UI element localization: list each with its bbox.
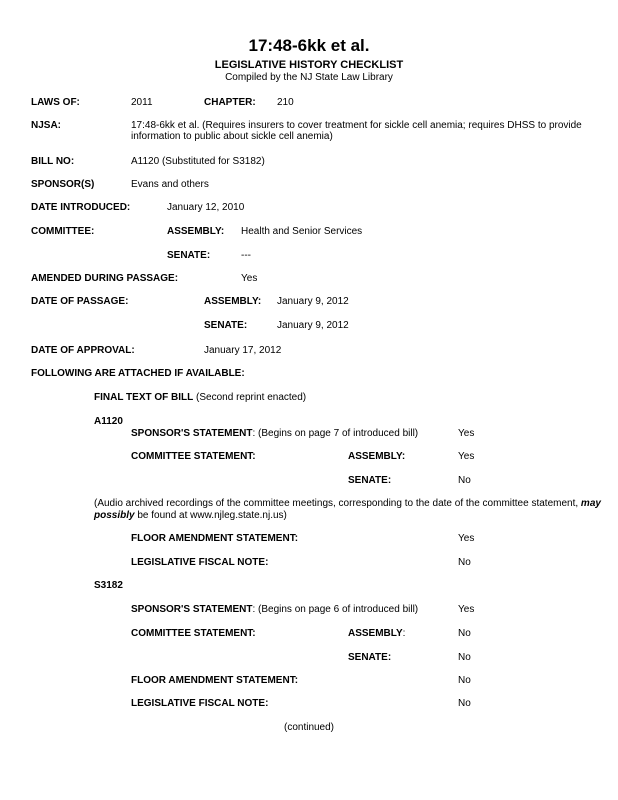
a1120-fiscal-value: No (458, 557, 471, 568)
audio-note-text-2: be found at www.njleg.state.nj.us) (134, 510, 287, 521)
a1120-senate-value: No (458, 475, 471, 486)
audio-note-line-1 (94, 498, 601, 510)
audio-note-emphasis-2: possibly (94, 510, 135, 521)
sponsor-label: SPONSOR(S) (31, 179, 95, 190)
committee-assembly-value: Health and Senior Services (241, 226, 363, 237)
committee-assembly-label: ASSEMBLY: (167, 226, 225, 237)
s3182-assembly-label: ASSEMBLY (348, 628, 403, 639)
s3182-sponsor-note: : (Begins on page 6 of introduced bill) (252, 604, 419, 615)
audio-note-line-2 (94, 510, 287, 522)
s3182-sponsor-value: Yes (458, 604, 475, 615)
a1120-sponsor-label: SPONSOR'S STATEMENT (131, 428, 253, 439)
s3182-fiscal-value: No (458, 698, 471, 709)
a1120-heading: A1120 (94, 416, 123, 427)
passage-assembly-label: ASSEMBLY: (204, 296, 262, 307)
a1120-fiscal-label: LEGISLATIVE FISCAL NOTE: (131, 557, 269, 568)
s3182-committee-label: COMMITTEE STATEMENT: (131, 628, 256, 639)
passage-senate-label: SENATE: (204, 320, 248, 331)
a1120-assembly-label: ASSEMBLY: (348, 451, 406, 462)
continued-note: (continued) (283, 722, 335, 733)
page-title: 17:48-6kk et al. (248, 36, 370, 55)
page-subtitle: LEGISLATIVE HISTORY CHECKLIST (214, 59, 404, 71)
a1120-floor-label: FLOOR AMENDMENT STATEMENT: (131, 533, 299, 544)
s3182-sponsor-row (131, 604, 418, 616)
committee-senate-value: --- (241, 250, 251, 261)
sponsor-value: Evans and others (131, 179, 209, 190)
a1120-sponsor-value: Yes (458, 428, 475, 439)
njsa-label: NJSA: (31, 120, 62, 131)
bill-no-value: A1120 (Substituted for S3182) (131, 156, 265, 167)
date-introduced-label: DATE INTRODUCED: (31, 202, 131, 213)
s3182-assembly-row (348, 628, 405, 640)
audio-note-emphasis-1: may (580, 498, 601, 509)
final-text-row (94, 392, 306, 404)
s3182-floor-value: No (458, 675, 471, 686)
a1120-floor-value: Yes (458, 533, 475, 544)
chapter-label: CHAPTER: (204, 97, 256, 108)
chapter-value: 210 (277, 97, 294, 108)
s3182-assembly-colon: : (402, 628, 406, 639)
passage-senate-value: January 9, 2012 (277, 320, 349, 331)
s3182-assembly-value: No (458, 628, 471, 639)
attached-heading: FOLLOWING ARE ATTACHED IF AVAILABLE: (31, 368, 245, 379)
laws-of-value: 2011 (131, 97, 153, 108)
s3182-fiscal-label: LEGISLATIVE FISCAL NOTE: (131, 698, 269, 709)
amended-label: AMENDED DURING PASSAGE: (31, 273, 179, 284)
bill-no-label: BILL NO: (31, 156, 75, 167)
a1120-sponsor-row (131, 428, 418, 440)
s3182-floor-label: FLOOR AMENDMENT STATEMENT: (131, 675, 299, 686)
s3182-sponsor-label: SPONSOR'S STATEMENT (131, 604, 253, 615)
final-text-label: FINAL TEXT OF BILL (94, 392, 194, 403)
laws-of-label: LAWS OF: (31, 97, 80, 108)
njsa-line-2: information to public about sickle cell anemia) (131, 131, 333, 142)
a1120-senate-label: SENATE: (348, 475, 392, 486)
date-introduced-value: January 12, 2010 (167, 202, 245, 213)
a1120-assembly-value: Yes (458, 451, 475, 462)
njsa-line-1: 17:48-6kk et al. (Requires insurers to cover treatment for sickle cell anemia; requires DHSS to provide (131, 120, 582, 131)
date-of-approval-value: January 17, 2012 (204, 345, 282, 356)
s3182-senate-value: No (458, 652, 471, 663)
final-text-note: (Second reprint enacted) (193, 392, 307, 403)
date-of-approval-label: DATE OF APPROVAL: (31, 345, 135, 356)
date-of-passage-label: DATE OF PASSAGE: (31, 296, 129, 307)
s3182-senate-label: SENATE: (348, 652, 392, 663)
compiled-by: Compiled by the NJ State Law Library (225, 72, 393, 83)
a1120-committee-label: COMMITTEE STATEMENT: (131, 451, 256, 462)
audio-note-text-1: (Audio archived recordings of the committee meetings, corresponding to the date of the committee statement, (94, 498, 581, 509)
passage-assembly-value: January 9, 2012 (277, 296, 349, 307)
committee-senate-label: SENATE: (167, 250, 211, 261)
amended-value: Yes (241, 273, 258, 284)
s3182-heading: S3182 (94, 580, 123, 591)
a1120-sponsor-note: : (Begins on page 7 of introduced bill) (252, 428, 419, 439)
committee-label: COMMITTEE: (31, 226, 95, 237)
